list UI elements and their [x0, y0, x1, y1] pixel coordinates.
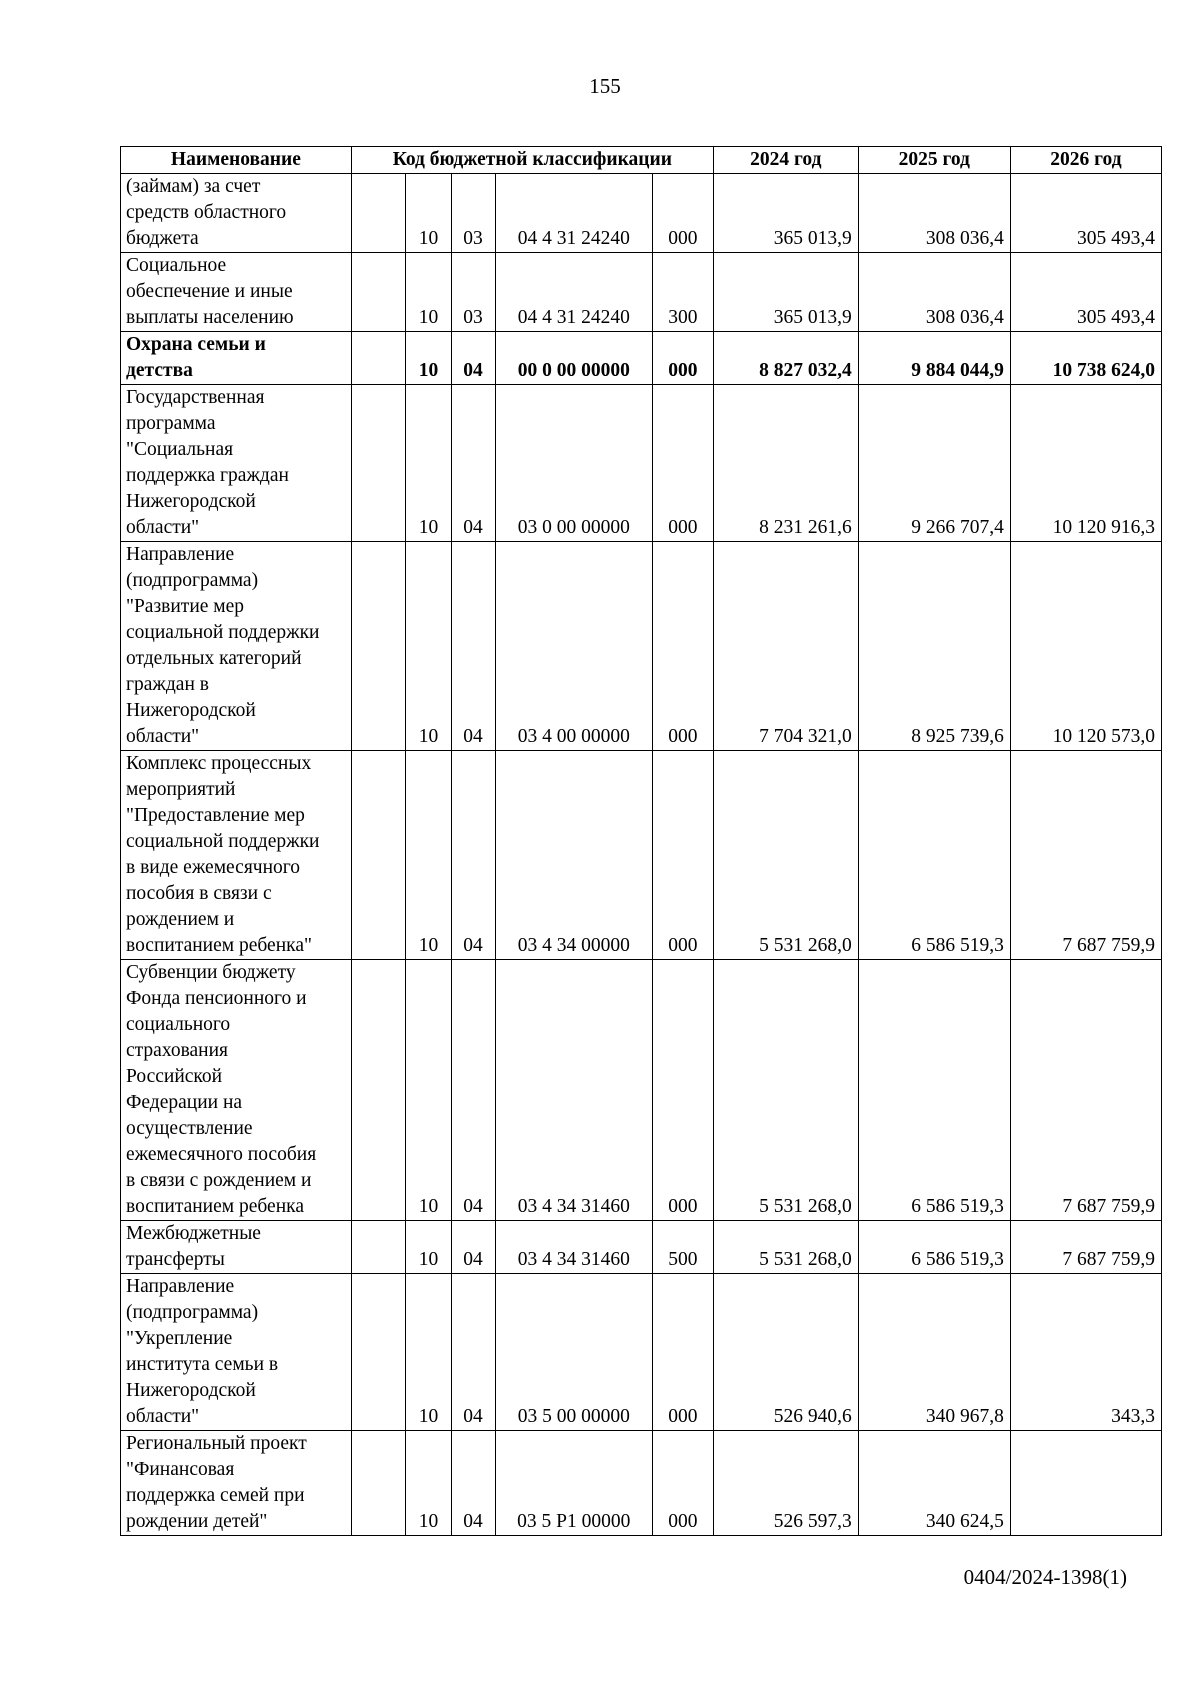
- row-code-target: 03 4 34 00000: [495, 751, 652, 960]
- row-code-section: 10: [406, 253, 451, 332]
- row-code-target: 03 4 34 31460: [495, 1221, 652, 1274]
- row-code-subsection: 04: [451, 1274, 495, 1431]
- row-amount-2024: 5 531 268,0: [713, 751, 858, 960]
- row-code-section: 10: [406, 385, 451, 542]
- row-code-subsection: 04: [451, 332, 495, 385]
- row-code-section: 10: [406, 542, 451, 751]
- table-row: [121, 960, 1162, 1221]
- table-row: [121, 751, 1162, 960]
- row-code-target: 03 5 P1 00000: [495, 1431, 652, 1536]
- row-code-expense-type: 000: [652, 385, 713, 542]
- row-code-expense-type: 500: [652, 1221, 713, 1274]
- row-code-section-blank: [351, 174, 406, 253]
- row-amount-2026: 7 687 759,9: [1010, 751, 1161, 960]
- row-amount-2025: 308 036,4: [858, 253, 1010, 332]
- row-amount-2025: 6 586 519,3: [858, 751, 1010, 960]
- row-amount-2024: 5 531 268,0: [713, 1221, 858, 1274]
- row-name: Субвенции бюджету Фонда пенсионного и социального страхования Российской Федерации на осуществление ежемесячного пособия в связи с рождением и воспитанием ребенка: [121, 960, 352, 1221]
- row-amount-2024: 8 827 032,4: [713, 332, 858, 385]
- row-amount-2024: 365 013,9: [713, 174, 858, 253]
- row-amount-2025: 9 884 044,9: [858, 332, 1010, 385]
- row-amount-2026: [1010, 1431, 1161, 1536]
- row-amount-2026: 343,3: [1010, 1274, 1161, 1431]
- table-row: [121, 174, 1162, 253]
- budget-table: [120, 146, 1162, 1536]
- table-row: [121, 1274, 1162, 1431]
- row-code-section-blank: [351, 542, 406, 751]
- row-amount-2026: 10 738 624,0: [1010, 332, 1161, 385]
- table-header-row: [121, 147, 1162, 174]
- table-row: [121, 332, 1162, 385]
- row-code-section-blank: [351, 332, 406, 385]
- row-code-section: 10: [406, 751, 451, 960]
- table-row: [121, 542, 1162, 751]
- row-amount-2026: 305 493,4: [1010, 174, 1161, 253]
- header-2025: 2025 год: [858, 147, 1010, 174]
- row-name: Направление (подпрограмма) "Укрепление института семьи в Нижегородской области": [121, 1274, 352, 1431]
- row-code-target: 03 4 00 00000: [495, 542, 652, 751]
- row-amount-2025: 9 266 707,4: [858, 385, 1010, 542]
- row-amount-2026: 10 120 916,3: [1010, 385, 1161, 542]
- row-name: Межбюджетные трансферты: [121, 1221, 352, 1274]
- row-code-section: 10: [406, 1221, 451, 1274]
- row-name: Комплекс процессных мероприятий "Предоставление мер социальной поддержки в виде ежемесячного пособия в связи с рождением и воспитанием ребенка": [121, 751, 352, 960]
- row-amount-2026: 305 493,4: [1010, 253, 1161, 332]
- row-code-expense-type: 000: [652, 1274, 713, 1431]
- row-code-expense-type: 000: [652, 960, 713, 1221]
- table-row: [121, 1221, 1162, 1274]
- row-code-expense-type: 000: [652, 1431, 713, 1536]
- row-name: (займам) за счет средств областного бюджета: [121, 174, 352, 253]
- row-code-section-blank: [351, 253, 406, 332]
- row-amount-2025: 308 036,4: [858, 174, 1010, 253]
- row-code-expense-type: 000: [652, 751, 713, 960]
- row-amount-2025: 6 586 519,3: [858, 1221, 1010, 1274]
- table-row: [121, 385, 1162, 542]
- row-code-section-blank: [351, 1274, 406, 1431]
- row-code-expense-type: 300: [652, 253, 713, 332]
- row-code-subsection: 04: [451, 1431, 495, 1536]
- header-code: Код бюджетной классификации: [351, 147, 713, 174]
- row-code-subsection: 04: [451, 385, 495, 542]
- row-amount-2024: 365 013,9: [713, 253, 858, 332]
- row-code-expense-type: 000: [652, 174, 713, 253]
- row-code-subsection: 04: [451, 1221, 495, 1274]
- row-amount-2024: 526 940,6: [713, 1274, 858, 1431]
- row-code-subsection: 04: [451, 542, 495, 751]
- row-name: Государственная программа "Социальная поддержка граждан Нижегородской области": [121, 385, 352, 542]
- row-code-section-blank: [351, 385, 406, 542]
- row-code-section-blank: [351, 960, 406, 1221]
- row-code-section-blank: [351, 751, 406, 960]
- row-code-target: 04 4 31 24240: [495, 253, 652, 332]
- header-2026: 2026 год: [1010, 147, 1161, 174]
- table-row: [121, 253, 1162, 332]
- row-name: Охрана семьи и детства: [121, 332, 352, 385]
- page-number: 155: [589, 74, 621, 98]
- row-code-section-blank: [351, 1221, 406, 1274]
- row-code-subsection: 04: [451, 960, 495, 1221]
- row-name: Направление (подпрограмма) "Развитие мер социальной поддержки отдельных категорий граждан в Нижегородской области": [121, 542, 352, 751]
- row-code-section: 10: [406, 174, 451, 253]
- row-code-expense-type: 000: [652, 542, 713, 751]
- row-code-target: 00 0 00 00000: [495, 332, 652, 385]
- row-code-section: 10: [406, 332, 451, 385]
- row-amount-2026: 7 687 759,9: [1010, 1221, 1161, 1274]
- header-2024: 2024 год: [713, 147, 858, 174]
- table-body: [121, 174, 1162, 1536]
- row-amount-2024: 8 231 261,6: [713, 385, 858, 542]
- row-code-target: 03 5 00 00000: [495, 1274, 652, 1431]
- row-code-section: 10: [406, 1431, 451, 1536]
- row-amount-2026: 10 120 573,0: [1010, 542, 1161, 751]
- row-name: Социальное обеспечение и иные выплаты населению: [121, 253, 352, 332]
- header-name: Наименование: [121, 147, 352, 174]
- row-code-section-blank: [351, 1431, 406, 1536]
- row-amount-2024: 526 597,3: [713, 1431, 858, 1536]
- document-id: 0404/2024-1398(1): [963, 1565, 1127, 1589]
- row-amount-2024: 7 704 321,0: [713, 542, 858, 751]
- row-amount-2025: 8 925 739,6: [858, 542, 1010, 751]
- row-code-subsection: 04: [451, 751, 495, 960]
- row-code-target: 03 0 00 00000: [495, 385, 652, 542]
- row-code-section: 10: [406, 960, 451, 1221]
- row-amount-2024: 5 531 268,0: [713, 960, 858, 1221]
- row-code-target: 03 4 34 31460: [495, 960, 652, 1221]
- row-code-subsection: 03: [451, 253, 495, 332]
- row-code-subsection: 03: [451, 174, 495, 253]
- row-amount-2025: 340 967,8: [858, 1274, 1010, 1431]
- row-amount-2026: 7 687 759,9: [1010, 960, 1161, 1221]
- row-amount-2025: 6 586 519,3: [858, 960, 1010, 1221]
- row-amount-2025: 340 624,5: [858, 1431, 1010, 1536]
- table-row: [121, 1431, 1162, 1536]
- row-name: Региональный проект "Финансовая поддержка семей при рождении детей": [121, 1431, 352, 1536]
- row-code-section: 10: [406, 1274, 451, 1431]
- row-code-expense-type: 000: [652, 332, 713, 385]
- row-code-target: 04 4 31 24240: [495, 174, 652, 253]
